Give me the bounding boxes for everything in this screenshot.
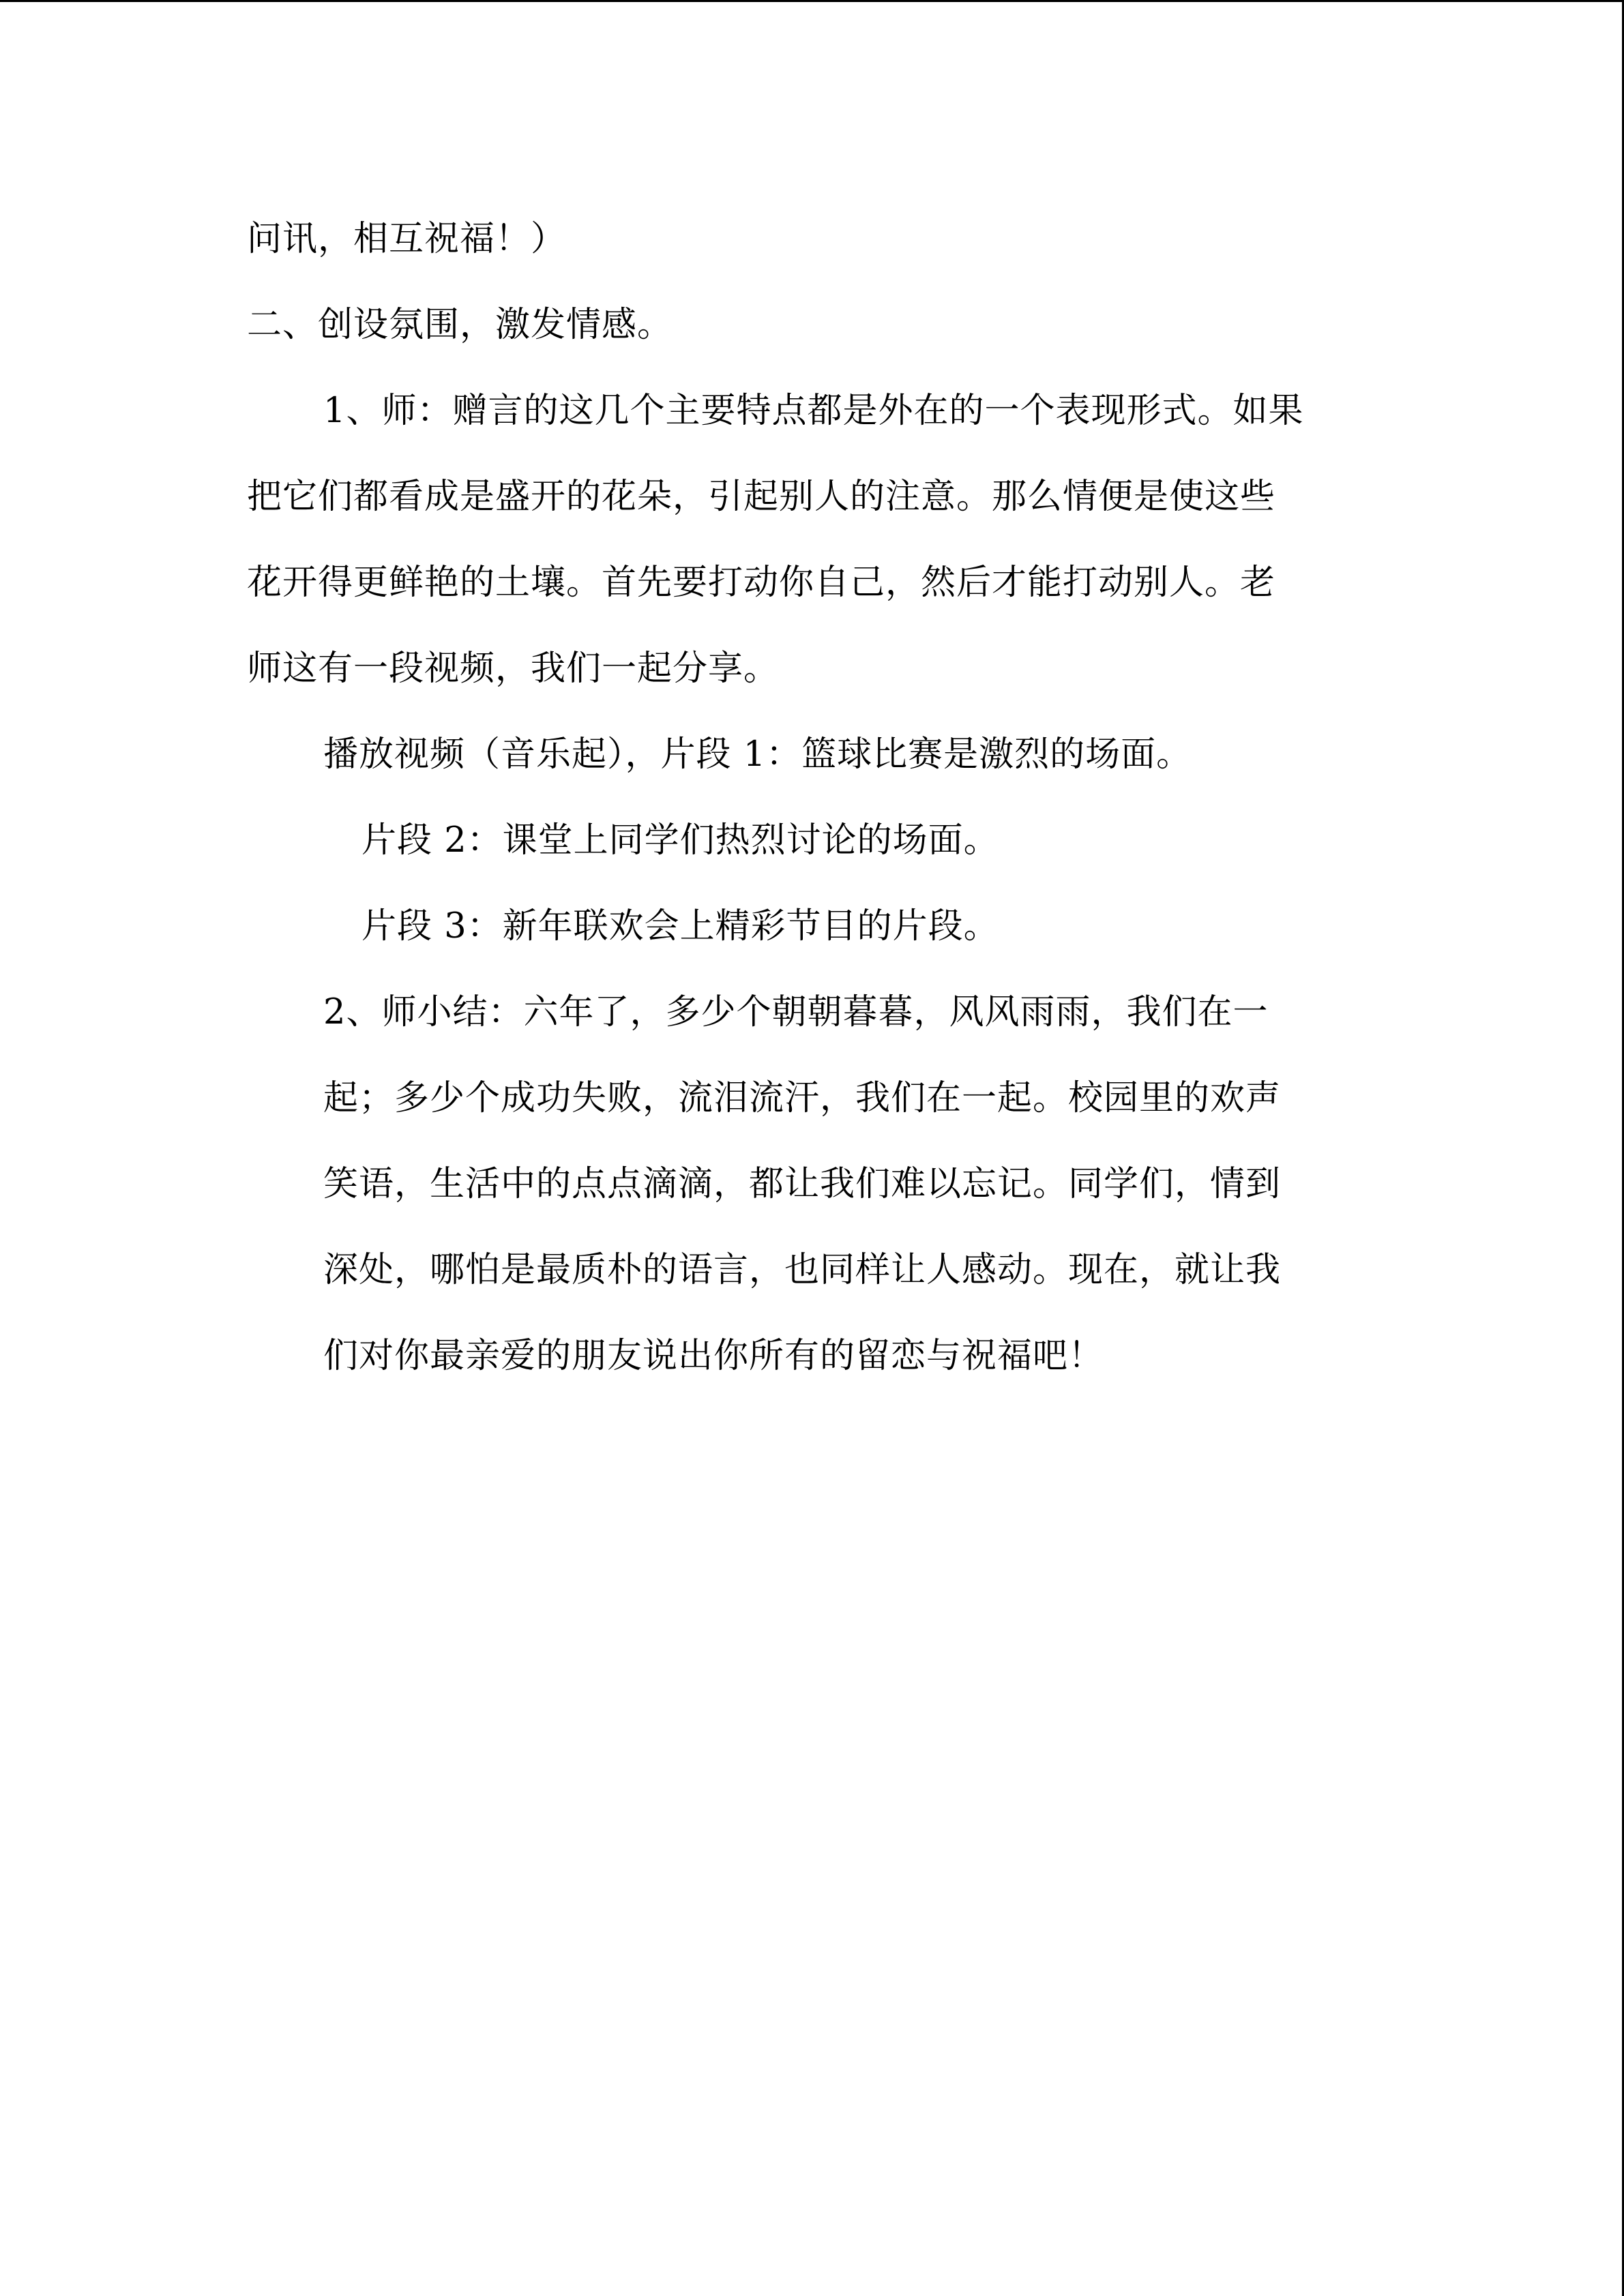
text-line-4: 把它们都看成是盛开的花朵，引起别人的注意。那么情便是使这些	[247, 477, 1276, 517]
text-line-6: 师这有一段视频，我们一起分享。	[247, 648, 780, 689]
text-line-5: 花开得更鲜艳的土壤。首先要打动你自己，然后才能打动别人。老	[247, 563, 1276, 603]
text-line-11: 起；多少个成功失败，流泪流汗，我们在一起。校园里的欢声	[323, 1078, 1282, 1118]
text-line-1: 问讯，相互祝福！）	[247, 219, 567, 259]
text-line-14: 们对你最亲爱的朋友说出你所有的留恋与祝福吧！	[323, 1336, 1104, 1376]
section-heading: 二、创设氛围，激发情感。	[247, 305, 673, 345]
text-line-10: 2、师小结：六年了，多少个朝朝暮暮，风风雨雨，我们在一	[323, 992, 1269, 1032]
text-line-13: 深处，哪怕是最质朴的语言，也同样让人感动。现在，就让我	[323, 1250, 1282, 1290]
text-line-3: 1、师：赠言的这几个主要特点都是外在的一个表现形式。如果	[323, 391, 1304, 431]
text-line-7: 播放视频（音乐起），片段 1：篮球比赛是激烈的场面。	[323, 734, 1192, 775]
text-line-8: 片段 2：课堂上同学们热烈讨论的场面。	[361, 820, 999, 861]
text-line-9: 片段 3：新年联欢会上精彩节目的片段。	[361, 906, 999, 946]
text-line-12: 笑语，生活中的点点滴滴，都让我们难以忘记。同学们，情到	[323, 1164, 1282, 1204]
